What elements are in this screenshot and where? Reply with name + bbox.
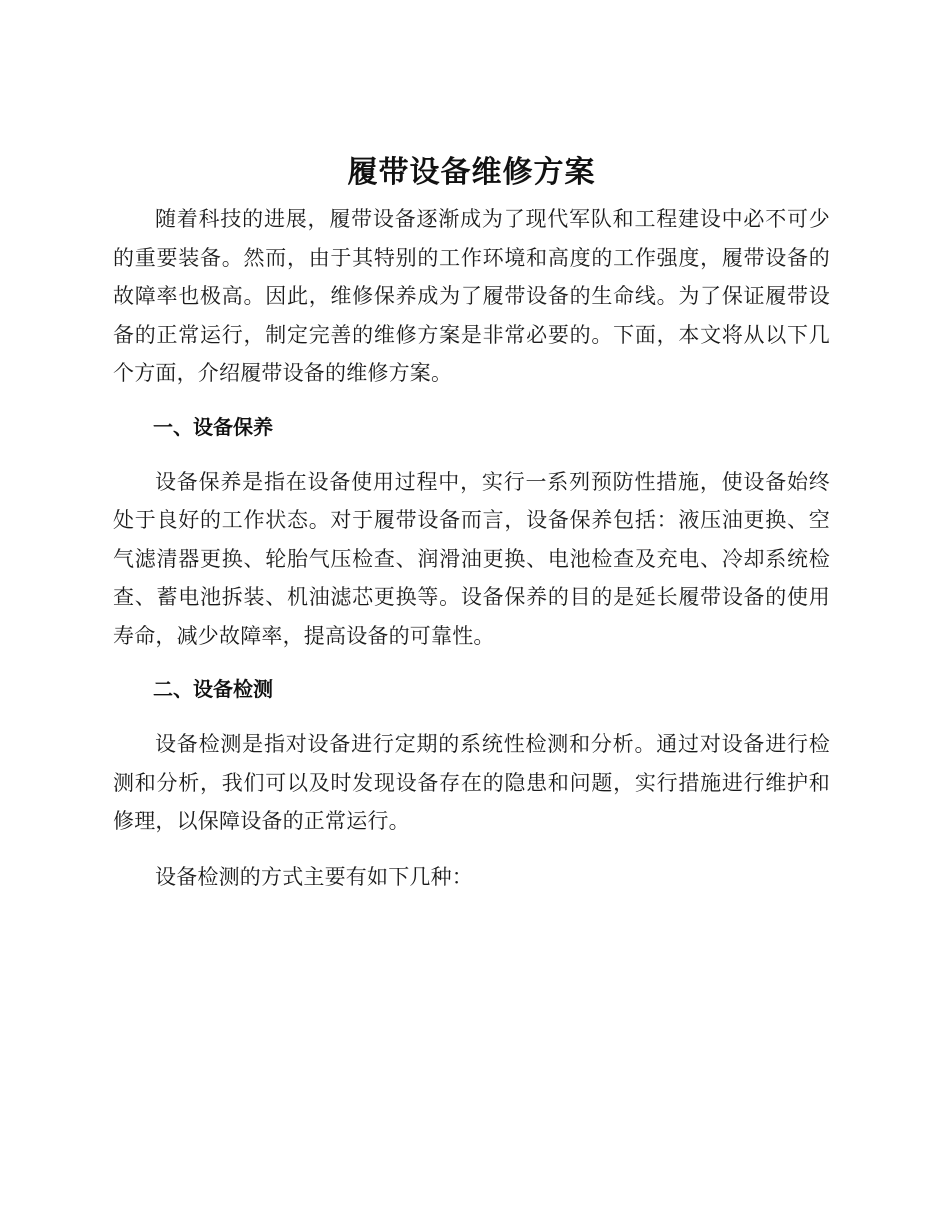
- section-heading-maintenance: 一、设备保养: [153, 414, 273, 439]
- spacer: [113, 655, 830, 670]
- inspection-paragraph: 设备检测是指对设备进行定期的系统性检测和分析。通过对设备进行检测和分析，我们可以及时发现设备存在的隐患和问题，实行措施进行维护和修理，以保障设备的正常运行。: [113, 732, 830, 833]
- inspection-methods-paragraph: 设备检测的方式主要有如下几种：: [155, 864, 473, 889]
- spacer: [113, 841, 830, 858]
- maintenance-paragraph: 设备保养是指在设备使用过程中，实行一系列预防性措施，使设备始终处于良好的工作状态。对于履带设备而言，设备保养包括：液压油更换、空气滤清器更换、轮胎气压检查、润滑油更换、电池检查及充电、冷却系统检查、蓄电池拆装、机油滤芯更换等。设备保养的目的是延长履带设备的使用寿命，减少故障率，提高设备的可靠性。: [113, 469, 830, 648]
- section-heading-inspection: 二、设备检测: [153, 677, 273, 701]
- spacer: [113, 708, 830, 725]
- spacer: [113, 393, 830, 408]
- document-title: 履带设备维修方案: [347, 155, 596, 190]
- document-page: [113, 150, 830, 896]
- intro-paragraph: 随着科技的进展，履带设备逐渐成为了现代军队和工程建设中必不可少的重要装备。然而，由于其特别的工作环境和高度的工作强度，履带设备的故障率也极高。因此，维修保养成为了履带设备的生命线。为了保证履带设备的正常运行，制定完善的维修方案是非常必要的。下面，本文将从以下几个方面，介绍履带设备的维修方案。: [113, 207, 830, 385]
- spacer: [113, 446, 830, 463]
